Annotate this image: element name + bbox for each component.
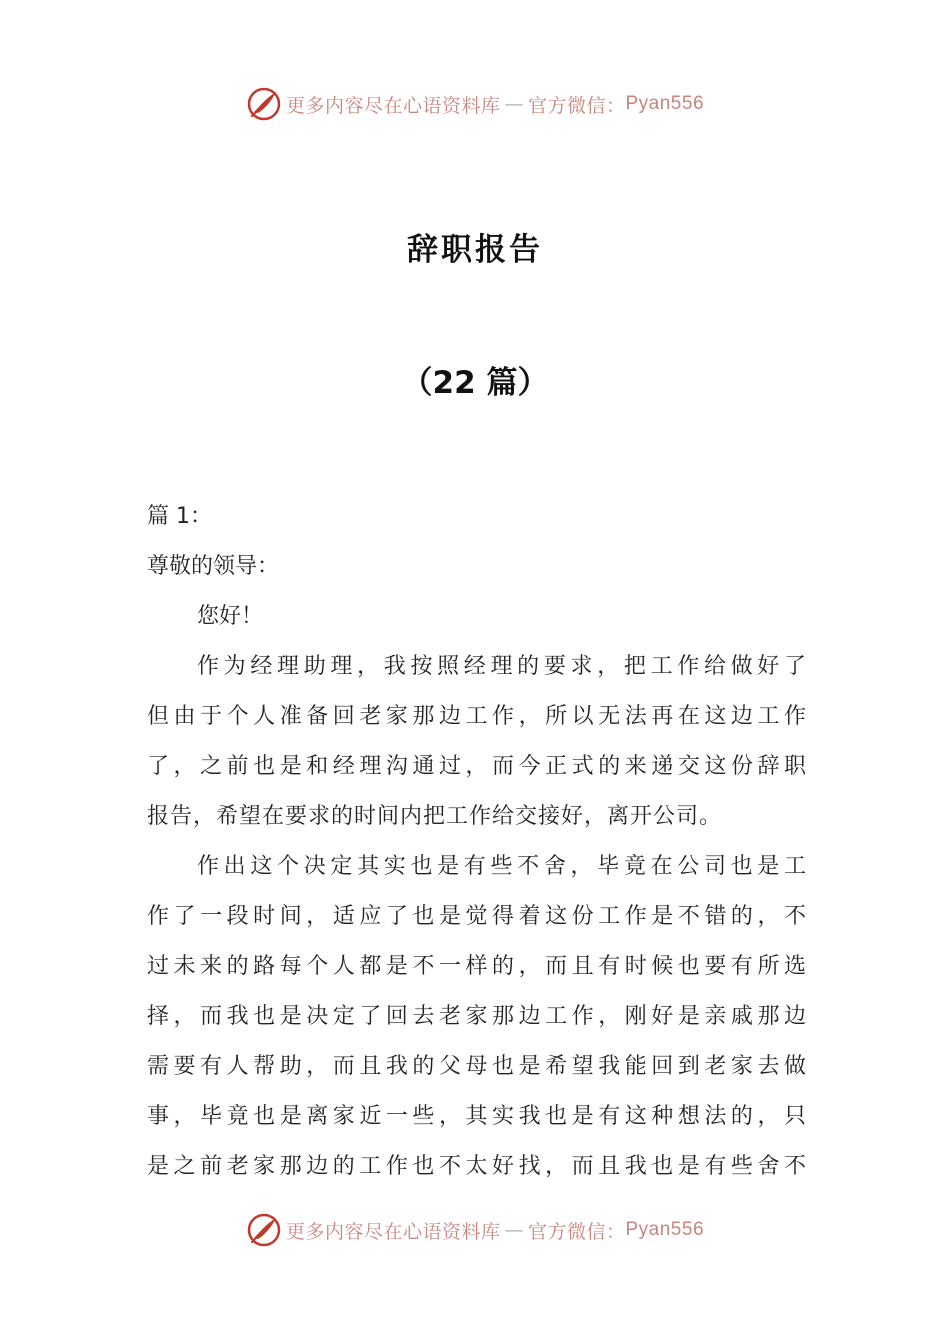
body-line: 作了一段时间，适应了也是觉得着这份工作是不错的，不	[147, 904, 807, 929]
quill-logo-icon	[246, 1212, 282, 1248]
banner-wechat-label: 官方微信：	[527, 1220, 626, 1243]
greeting: 您好！	[197, 604, 264, 629]
body-line: 但由于个人准备回老家那边工作，所以无法再在这边工作	[147, 704, 807, 729]
banner-wechat-id: Pyan556	[625, 93, 705, 114]
footer-banner	[0, 1208, 950, 1252]
document-title: 辞职报告	[407, 232, 543, 268]
banner-wechat-label: 官方微信：	[527, 94, 626, 117]
section-heading: 篇 1：	[147, 504, 212, 529]
body-line: 过未来的路每个人都是不一样的，而且有时候也要有所选	[147, 954, 807, 979]
banner-slogan: 更多内容尽在心语资料库	[285, 1220, 501, 1243]
body-line: 事，毕竟也是离家近一些，其实我也是有这种想法的，只	[147, 1104, 807, 1129]
salutation: 尊敬的领导：	[147, 554, 280, 579]
body-line: 择，而我也是决定了回去老家那边工作，刚好是亲戚那边	[147, 1004, 807, 1029]
body-line: 了，之前也是和经理沟通过，而今正式的来递交这份辞职	[147, 754, 807, 779]
quill-logo-icon	[246, 86, 282, 122]
body-line: 作为经理助理，我按照经理的要求，把工作给做好了	[197, 654, 807, 679]
banner-separator: —	[504, 93, 524, 115]
body-line: 是之前老家那边的工作也不太好找，而且我也是有些舍不	[147, 1154, 807, 1179]
banner-separator: —	[504, 1219, 524, 1241]
body-line: 报告，希望在要求的时间内把工作给交接好，离开公司。	[147, 804, 723, 829]
banner-slogan: 更多内容尽在心语资料库	[285, 94, 501, 117]
document-body	[147, 492, 807, 1192]
header-banner	[0, 82, 950, 126]
body-line: 需要有人帮助，而且我的父母也是希望我能回到老家去做	[147, 1054, 807, 1079]
body-line: 作出这个决定其实也是有些不舍，毕竟在公司也是工	[197, 854, 807, 879]
document-subtitle: （22 篇）	[401, 365, 549, 401]
banner-wechat-id: Pyan556	[625, 1219, 705, 1240]
